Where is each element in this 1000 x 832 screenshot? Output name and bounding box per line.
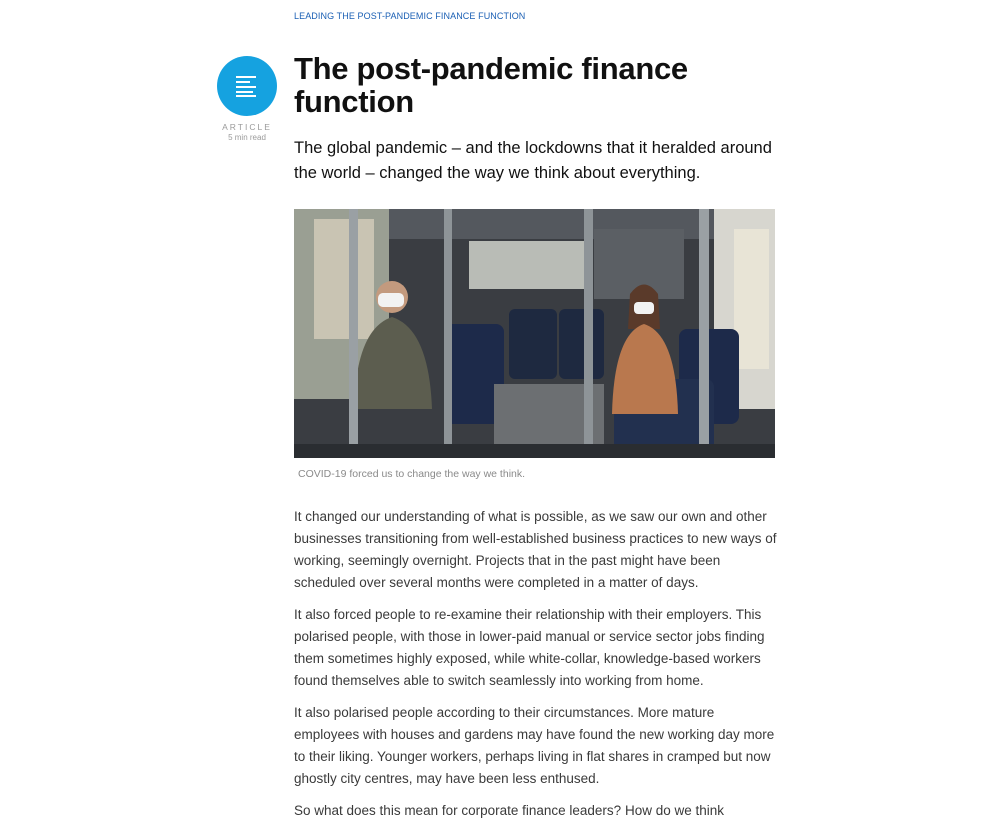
image-caption: COVID-19 forced us to change the way we think. [298, 468, 526, 480]
breadcrumb[interactable]: LEADING THE POST-PANDEMIC FINANCE FUNCTION [294, 11, 526, 21]
article-hero-image [294, 209, 775, 458]
article-type-label: ARTICLE [222, 122, 272, 132]
document-lines-icon [235, 75, 259, 97]
article-icon-circle [217, 56, 277, 116]
body-paragraph: So what does this mean for corporate finance leaders? How do we think [294, 803, 724, 818]
article-type-badge [217, 56, 277, 142]
article-body [294, 506, 778, 832]
read-time: 5 min read [228, 133, 266, 142]
page-title: The post-pandemic finance function [294, 51, 688, 119]
body-paragraph: It changed our understanding of what is possible, as we saw our own and other businesses transitioning from well-established business practices to new ways of working, seemingly overnight. Projects that in the past might have been scheduled over several months were completed in a matter of days. [294, 509, 777, 590]
article-subtitle: The global pandemic – and the lockdowns that it heralded around the world – changed the way we think about everything. [294, 139, 772, 182]
body-paragraph: It also polarised people according to their circumstances. More mature employees with houses and gardens may have found the new working day more to their liking. Younger workers, perhaps living in flat shares in cramped but now ghostly city centres, may have been less enthused. [294, 705, 775, 786]
body-paragraph: It also forced people to re-examine their relationship with their employers. This polarised people, with those in lower-paid manual or service sector jobs finding them sometimes highly exposed, while white-collar, knowledge-based workers found themselves able to switch seamlessly into working from home. [294, 607, 765, 688]
